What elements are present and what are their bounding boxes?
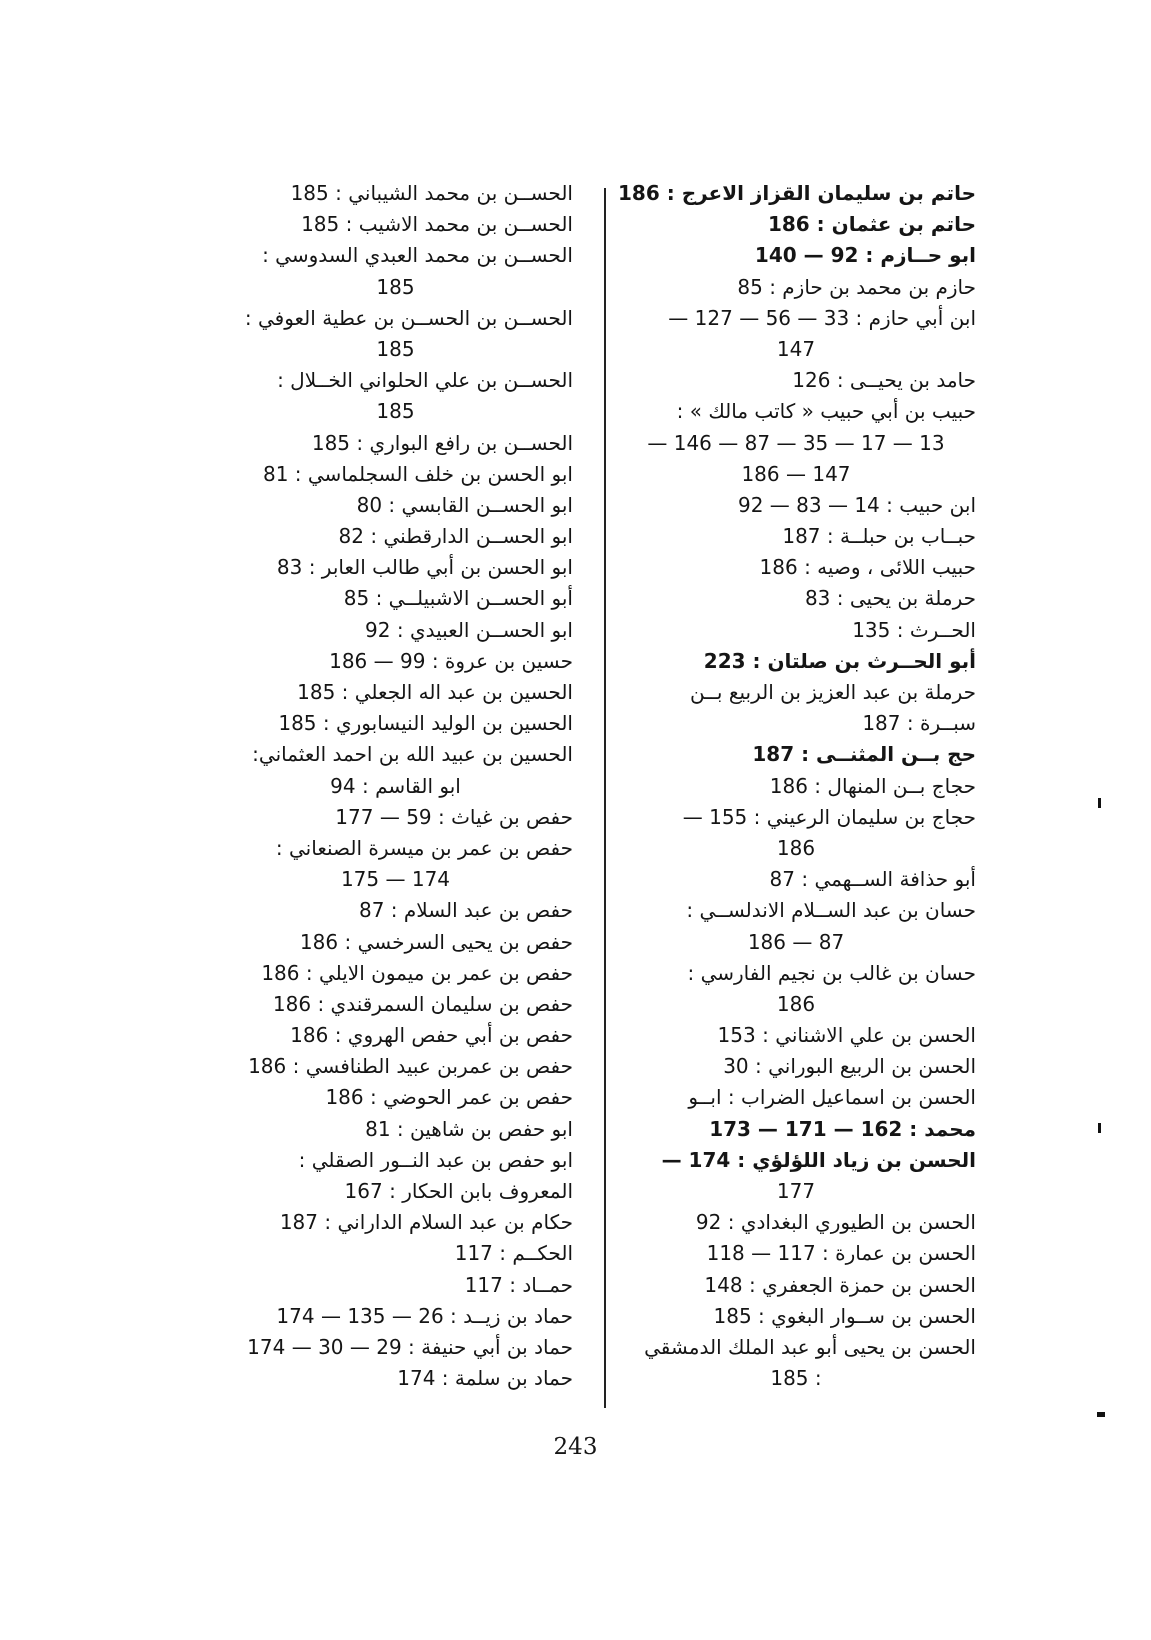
index-entry: حامد بن يحيــى : 126 — [792, 368, 976, 393]
index-continuation: 186 — [776, 835, 816, 860]
index-continuation: 87 — 186 — [747, 929, 845, 954]
index-entry: ابو حــازم : 92 — 140 — [754, 243, 976, 268]
index-continuation: 186 — [776, 991, 816, 1016]
index-entry: الحســن بن علي الحلواني الخــلال : — [277, 368, 573, 393]
index-entry: حفص بن غياث : 59 — 177 — [335, 804, 573, 829]
index-entry: أبو الحــرث بن صلتان : 223 — [703, 648, 976, 673]
index-continuation: 185 — [376, 274, 415, 299]
index-entry: الحسن بن يحيى أبو عبد الملك الدمشقي — [644, 1334, 976, 1359]
index-continuation: 13 — 17 — 35 — 87 — 146 — — [647, 430, 945, 455]
index-entry: حسان بن عبد الســلام الاندلســي : — [686, 898, 976, 923]
index-entry: حجاج بن سليمان الرعيني : 155 — — [682, 804, 976, 829]
index-entry: حفص بن عبد السلام : 87 — [358, 898, 573, 923]
index-entry: حبيب اللائى ، وصيه : 186 — [759, 555, 976, 580]
index-entry: حمــاد : 117 — [464, 1272, 573, 1297]
index-entry: حفص بن عمر الحوضي : 186 — [325, 1085, 573, 1110]
index-continuation: 147 — 186 — [741, 461, 851, 486]
index-entry: الحسن بن عمارة : 117 — 118 — [706, 1241, 976, 1266]
index-entry: حماد بن أبي حنيفة : 29 — 30 — 174 — [247, 1334, 573, 1359]
index-entry: حكام بن عبد السلام الداراني : 187 — [279, 1210, 573, 1235]
index-entry: ابو الحسن بن خلف السجلماسي : 81 — [262, 461, 573, 486]
index-entry: حماد بن سلمة : 174 — [397, 1366, 573, 1391]
index-column-left — [218, 178, 573, 1394]
index-entry: الحســن بن محمد الشيباني : 185 — [290, 181, 573, 205]
index-entry: ابو الحســن الدارقطني : 82 — [338, 524, 573, 549]
index-entry: حماد بن زيــد : 26 — 135 — 174 — [276, 1303, 573, 1328]
index-entry: ابو الحسن بن أبي طالب العابر : 83 — [276, 555, 573, 580]
page-number: 243 — [553, 1434, 598, 1460]
index-continuation: 185 — [376, 399, 415, 424]
index-entry: حرملة بن عبد العزيز بن الربيع بــن — [689, 680, 976, 704]
index-entry: سبــرة : 187 — [862, 711, 976, 736]
index-entry: حاتم بن عثمان : 186 — [767, 212, 976, 237]
index-entry: حجاج بــن المنهال : 186 — [769, 773, 976, 798]
index-entry: حفص بن أبي حفص الهروي : 186 — [290, 1023, 573, 1048]
index-entry: حج بــن المثنــى : 187 — [752, 742, 976, 767]
index-entry: حسان بن غالب بن نجيم الفارسي : — [687, 960, 976, 985]
index-continuation: 147 — [776, 336, 816, 361]
index-continuation: : 185 — [770, 1366, 822, 1391]
index-entry: حاتم بن سليمان القزاز الاعرج : 186 — [618, 181, 976, 205]
index-entry: حفص بن يحيى السرخسي : 186 — [299, 929, 573, 954]
index-entry: أبو حذافة الســهمي : 87 — [769, 867, 976, 892]
index-entry: الحسن بن زياد اللؤلؤي : 174 — — [661, 1147, 976, 1172]
index-entry: الحســن بن رافع البواري : 185 — [311, 430, 573, 455]
scan-speck-mark — [1097, 1412, 1105, 1417]
index-entry: حبيب بن أبي حبيب « كاتب مالك » : — [676, 399, 976, 424]
index-entry: المعروف بابن الحكار : 167 — [344, 1179, 573, 1203]
index-entry: الحسن بن الربيع البوراني : 30 — [723, 1054, 976, 1079]
index-entry: ابن أبي حازم : 33 — 56 — 127 — — [668, 305, 976, 330]
index-entry: أبو الحســن الاشبيلــي : 85 — [343, 586, 573, 611]
index-entry: الحسن بن الطيوري البغدادي : 92 — [695, 1210, 976, 1235]
index-entry: الحسن بن حمزة الجعفري : 148 — [704, 1272, 976, 1297]
index-continuation: 174 — 175 — [340, 867, 451, 892]
index-entry: حفص بن عمر بن ميسرة الصنعاني : — [275, 835, 573, 860]
index-entry: الحسن بن ســوار البغوي : 185 — [713, 1303, 976, 1328]
index-entry: محمد : 162 — 171 — 173 — [709, 1116, 976, 1141]
index-entry: الحــرث : 135 — [852, 617, 976, 642]
index-entry: ابو حفص بن عبد النــور الصقلي : — [298, 1147, 573, 1172]
index-entry: حفص بن عمربن عبيد الطنافسي : 186 — [248, 1054, 573, 1079]
index-entry: الحكــم : 117 — [454, 1241, 573, 1266]
index-entry: ابن حبيب : 14 — 83 — 92 — [737, 492, 976, 517]
index-continuation: ابو القاسم : 94 — [330, 773, 461, 798]
index-entry: حازم بن محمد بن حازم : 85 — [737, 274, 976, 299]
scan-speck-mark — [1098, 1123, 1101, 1133]
index-continuation: 177 — [776, 1179, 816, 1203]
index-entry: ابو حفص بن شاهين : 81 — [365, 1116, 573, 1141]
index-entry: الحســن بن الحســن بن عطية العوفي : — [244, 305, 573, 330]
index-entry: الحسن بن علي الاشناني : 153 — [717, 1023, 976, 1048]
index-entry: الحسن بن اسماعيل الضراب : ابــو — [688, 1085, 976, 1110]
index-entry: الحســن بن محمد العبدي السدوسي : — [262, 243, 573, 268]
index-entry: حرملة بن يحيى : 83 — [804, 586, 976, 611]
index-entry: حسين بن عروة : 99 — 186 — [329, 648, 573, 673]
index-continuation: 185 — [376, 336, 415, 361]
index-entry: الحسين بن عبد اله الجعلي : 185 — [297, 680, 573, 704]
index-entry: ابو الحســن العبيدي : 92 — [365, 617, 573, 642]
index-entry: حفص بن عمر بن ميمون الايلي : 186 — [261, 960, 573, 985]
index-entry: الحسين بن عبيد الله بن احمد العثماني: — [252, 742, 573, 767]
index-entry: حبــاب بن حبلــة : 187 — [782, 524, 976, 549]
column-divider — [604, 188, 606, 1408]
index-entry: الحسين بن الوليد النيسابوري : 185 — [278, 711, 573, 736]
scan-speck-mark — [1098, 798, 1101, 808]
index-entry: الحســن بن محمد الاشيب : 185 — [301, 212, 573, 237]
index-entry: ابو الحســن القابسي : 80 — [356, 492, 573, 517]
index-column-right — [616, 178, 976, 1394]
index-entry: حفص بن سليمان السمرقندي : 186 — [272, 991, 573, 1016]
